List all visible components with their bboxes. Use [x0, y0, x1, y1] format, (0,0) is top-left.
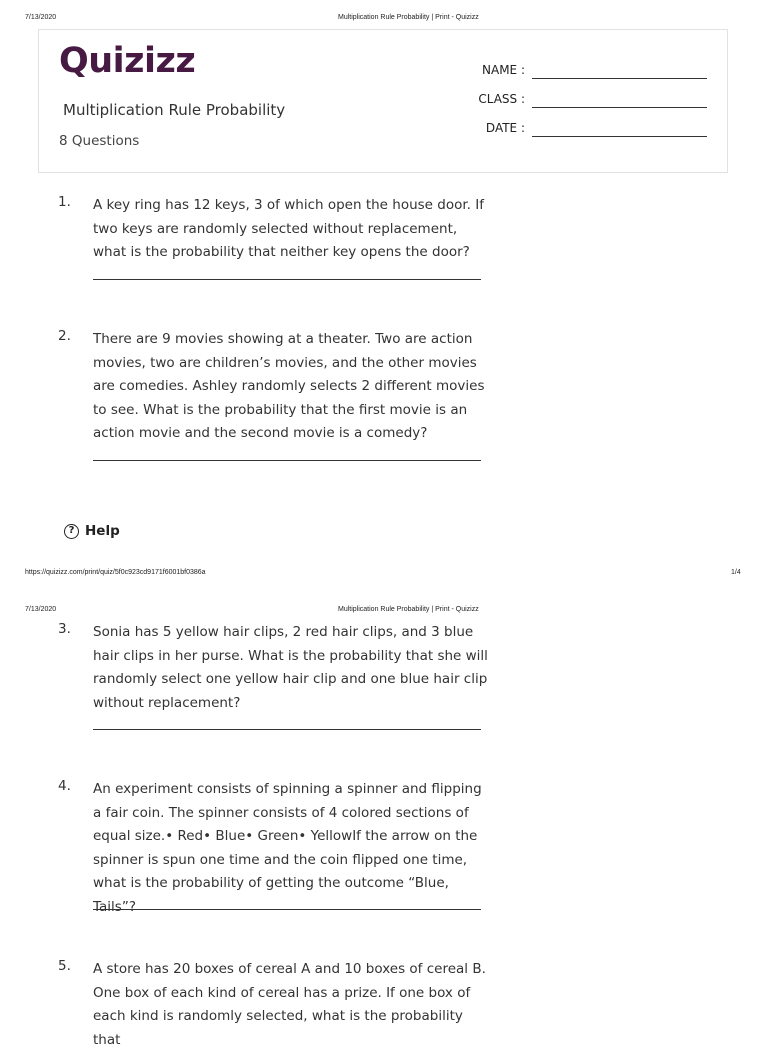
- name-field[interactable]: [447, 59, 707, 79]
- quiz-header-card: [38, 29, 728, 173]
- print-url: https://quizizz.com/print/quiz/5f0c923cd9171f6001bf0386a: [25, 569, 206, 576]
- answer-line-2[interactable]: [93, 460, 481, 461]
- page-number: 1/4: [731, 569, 741, 576]
- question-number: 5.: [58, 958, 71, 974]
- answer-line-1[interactable]: [93, 279, 481, 280]
- question-text: An experiment consists of spinning a spinner and flipping a fair coin. The spinner consists of 4 colored sections of equal size.• Red• Blue• Green• YellowIf the arrow on the spinner is spun one time and the coin flipped one time, what is the probability of getting the outcome “Blue, Tails”?: [93, 781, 482, 915]
- help-link[interactable]: [64, 523, 120, 539]
- quizizz-logo: Quizizz: [59, 41, 196, 81]
- question-count: 8 Questions: [59, 133, 140, 149]
- question-number: 1.: [58, 194, 71, 210]
- question-number: 4.: [58, 778, 71, 794]
- class-label: CLASS :: [478, 92, 525, 106]
- date-line: [532, 136, 707, 137]
- question-text: A store has 20 boxes of cereal A and 10 boxes of cereal B. One box of each kind of cereal has a prize. If one box of each kind is randomly selected, what is the probability that: [93, 961, 486, 1048]
- answer-line-3[interactable]: [93, 729, 481, 730]
- print-title: Multiplication Rule Probability | Print - Quizizz: [338, 606, 479, 613]
- date-label: DATE :: [485, 121, 525, 135]
- question-number: 2.: [58, 328, 71, 344]
- class-line: [532, 107, 707, 108]
- print-date: 7/13/2020: [25, 606, 57, 613]
- print-title: Multiplication Rule Probability | Print - Quizizz: [338, 14, 479, 21]
- quiz-title: Multiplication Rule Probability: [63, 101, 286, 119]
- question-text: There are 9 movies showing at a theater. Two are action movies, two are children’s movies, and the other movies are comedies. Ashley randomly selects 2 different movies to see. What is the probability that the first movie is an action movie and the second movie is a comedy?: [93, 331, 485, 441]
- answer-line-4[interactable]: [93, 909, 481, 910]
- question-text: A key ring has 12 keys, 3 of which open the house door. If two keys are randomly selected without replacement, what is the probability that neither key opens the door?: [93, 197, 484, 260]
- class-field[interactable]: [447, 88, 707, 108]
- name-label: NAME :: [482, 63, 525, 77]
- print-date: 7/13/2020: [25, 14, 57, 21]
- help-icon: ?: [64, 524, 79, 539]
- date-field[interactable]: [447, 117, 707, 137]
- question-number: 3.: [58, 621, 71, 637]
- name-line: [532, 78, 707, 79]
- question-text: Sonia has 5 yellow hair clips, 2 red hair clips, and 3 blue hair clips in her purse. What is the probability that she will randomly select one yellow hair clip and one blue hair clip without replacement?: [93, 624, 488, 711]
- help-label: Help: [85, 523, 120, 539]
